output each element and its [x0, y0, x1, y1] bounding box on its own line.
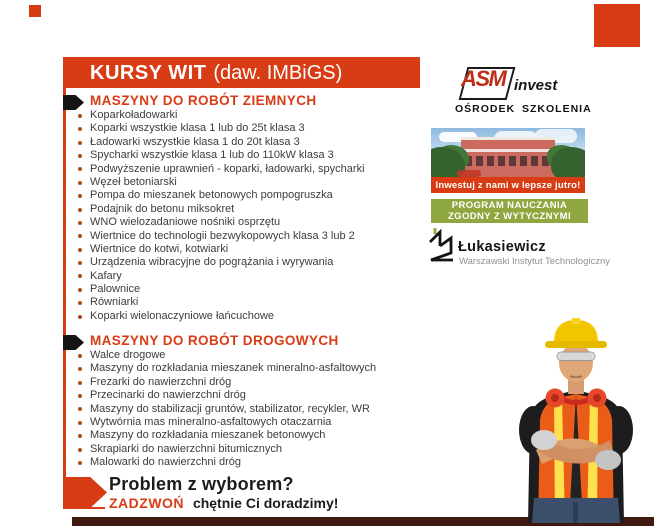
list-item-label: Podajnik do betonu miksokret — [90, 202, 235, 215]
list-item-label: Spycharki wszystkie klasa 1 lub do 110kW klasa 3 — [90, 149, 334, 162]
bullet-dot-icon — [78, 261, 82, 265]
list-item — [78, 189, 478, 202]
list-item — [78, 216, 478, 229]
list-item — [78, 403, 478, 416]
section-title-earthworks: MASZYNY DO ROBÓT ZIEMNYCH — [90, 93, 317, 108]
list-item — [78, 149, 478, 162]
list-item-label: Palownice — [90, 283, 141, 296]
list-item — [78, 109, 478, 122]
training-center-photo — [431, 128, 585, 177]
bullet-dot-icon — [78, 221, 82, 225]
list-item — [78, 256, 478, 269]
bullet-dot-icon — [78, 194, 82, 198]
list-item-label: Koparki wielonaczyniowe łańcuchowe — [90, 309, 275, 322]
list-item-label: Malowarki do nawierzchni dróg — [90, 456, 242, 469]
list-item — [78, 283, 478, 296]
construction-worker-photo — [492, 308, 654, 523]
earthworks-machine-list — [78, 109, 478, 323]
list-item — [78, 429, 478, 442]
section-marker-icon — [63, 335, 84, 350]
bullet-dot-icon — [78, 248, 82, 252]
list-item-label: Kafary — [90, 269, 122, 282]
slogan-banner: Inwestuj z nami w lepsze jutro! — [431, 177, 585, 193]
bullet-dot-icon — [78, 154, 82, 158]
program-banner — [431, 199, 588, 223]
bullet-dot-icon — [78, 394, 82, 398]
list-item-label: WNO wielozadaniowe nośniki osprzętu — [90, 216, 281, 229]
list-item — [78, 456, 478, 469]
bullet-dot-icon — [78, 141, 82, 145]
list-item — [78, 270, 478, 283]
list-item — [78, 163, 478, 176]
list-item-label: Maszyny do rozkładania mieszanek mineralno-asfaltowych — [90, 362, 377, 375]
list-item — [78, 389, 478, 402]
section-title-roadworks: MASZYNY DO ROBÓT DROGOWYCH — [90, 333, 339, 348]
list-item-label: Maszyny do rozkładania mieszanek betonowych — [90, 429, 326, 442]
list-item — [78, 203, 478, 216]
list-item — [78, 443, 478, 456]
left-accent-line — [63, 88, 66, 509]
list-item-label: Pompa do mieszanek betonowych pompogruszka — [90, 189, 333, 202]
lukasiewicz-subtitle: Warszawski Instytut Technologiczny — [459, 256, 611, 267]
bullet-dot-icon — [78, 421, 82, 425]
bullet-dot-icon — [78, 208, 82, 212]
bullet-dot-icon — [78, 181, 82, 185]
page-title — [63, 57, 420, 88]
corner-square-top-left — [29, 5, 41, 17]
bullet-dot-icon — [78, 288, 82, 292]
cta-arrow-icon — [63, 477, 107, 508]
list-item-label: Podwyższenie uprawnień - koparki, ładowarki, spycharki — [90, 162, 365, 175]
section-marker-icon — [63, 95, 84, 110]
list-item — [78, 136, 478, 149]
asm-logo: ASM — [461, 66, 506, 91]
bullet-dot-icon — [78, 301, 82, 305]
list-item — [78, 122, 478, 135]
page-title-rest: (daw. IMBiGS) — [213, 61, 343, 84]
list-item-label: Przecinarki do nawierzchni dróg — [90, 389, 246, 402]
asm-logo-suffix: invest — [514, 77, 558, 94]
lukasiewicz-logo-icon — [427, 227, 455, 263]
asm-logo-subtitle: OŚRODEK SZKOLENIA — [455, 103, 592, 115]
list-item-label: Wiertnice do kotwi, kotwiarki — [90, 242, 229, 255]
list-item-label: Koparkoładowarki — [90, 109, 178, 121]
flowers-shape — [457, 170, 481, 177]
bullet-dot-icon — [78, 381, 82, 385]
list-item-label: Wiertnice do technologii bezwykopowych klasa 3 lub 2 — [90, 229, 355, 242]
bullet-dot-icon — [78, 461, 82, 465]
list-item-label: Ładowarki wszystkie klasa 1 do 20t klasa 3 — [90, 135, 300, 148]
bullet-dot-icon — [78, 114, 82, 118]
list-item — [78, 349, 478, 362]
program-banner-line2: ZGODNY Z WYTYCZNYMI — [447, 211, 571, 222]
list-item-label: Wytwórnia mas mineralno-asfaltowych otaczarnia — [90, 415, 332, 428]
list-item — [78, 362, 478, 375]
list-item-label: Urządzenia wibracyjne do pogrążania i wyrywania — [90, 256, 334, 269]
page-title-bold: KURSY WIT — [90, 61, 207, 84]
bullet-dot-icon — [78, 367, 82, 371]
bullet-dot-icon — [78, 234, 82, 238]
list-item-label: Maszyny do stabilizacji gruntów, stabilizator, recykler, WR — [90, 402, 370, 415]
lukasiewicz-name: Łukasiewicz — [458, 239, 546, 255]
list-item-label: Koparki wszystkie klasa 1 lub do 25t klasa 3 — [90, 122, 305, 135]
cta-line — [109, 495, 338, 511]
list-item-label: Walce drogowe — [90, 349, 166, 361]
list-item — [78, 416, 478, 429]
bullet-dot-icon — [78, 448, 82, 452]
bullet-dot-icon — [78, 167, 82, 171]
list-item-label: Frezarki do nawierzchni dróg — [90, 375, 232, 388]
bullet-dot-icon — [78, 407, 82, 411]
bullet-dot-icon — [78, 274, 82, 278]
list-item — [78, 176, 478, 189]
program-banner-line1: PROGRAM NAUCZANIA — [451, 200, 568, 211]
bullet-dot-icon — [78, 434, 82, 438]
list-item-label: Skrapiarki do nawierzchni bitumicznych — [90, 442, 282, 455]
list-item — [78, 230, 478, 243]
tree-shape — [551, 147, 585, 177]
cta-rest: chętnie Ci doradzimy! — [192, 495, 339, 511]
list-item-label: Równiarki — [90, 296, 139, 309]
list-item-label: Węzeł betoniarski — [90, 175, 177, 188]
bullet-dot-icon — [78, 315, 82, 319]
list-item — [78, 243, 478, 256]
list-item — [78, 376, 478, 389]
roadworks-machine-list — [78, 349, 478, 470]
cta-question: Problem z wyborem? — [109, 474, 294, 494]
bullet-dot-icon — [78, 127, 82, 131]
cta-call-word: ZADZWOŃ — [109, 495, 185, 511]
corner-square-top-right — [594, 4, 640, 47]
list-item — [78, 296, 478, 309]
bullet-dot-icon — [78, 354, 82, 358]
list-item — [78, 310, 478, 323]
